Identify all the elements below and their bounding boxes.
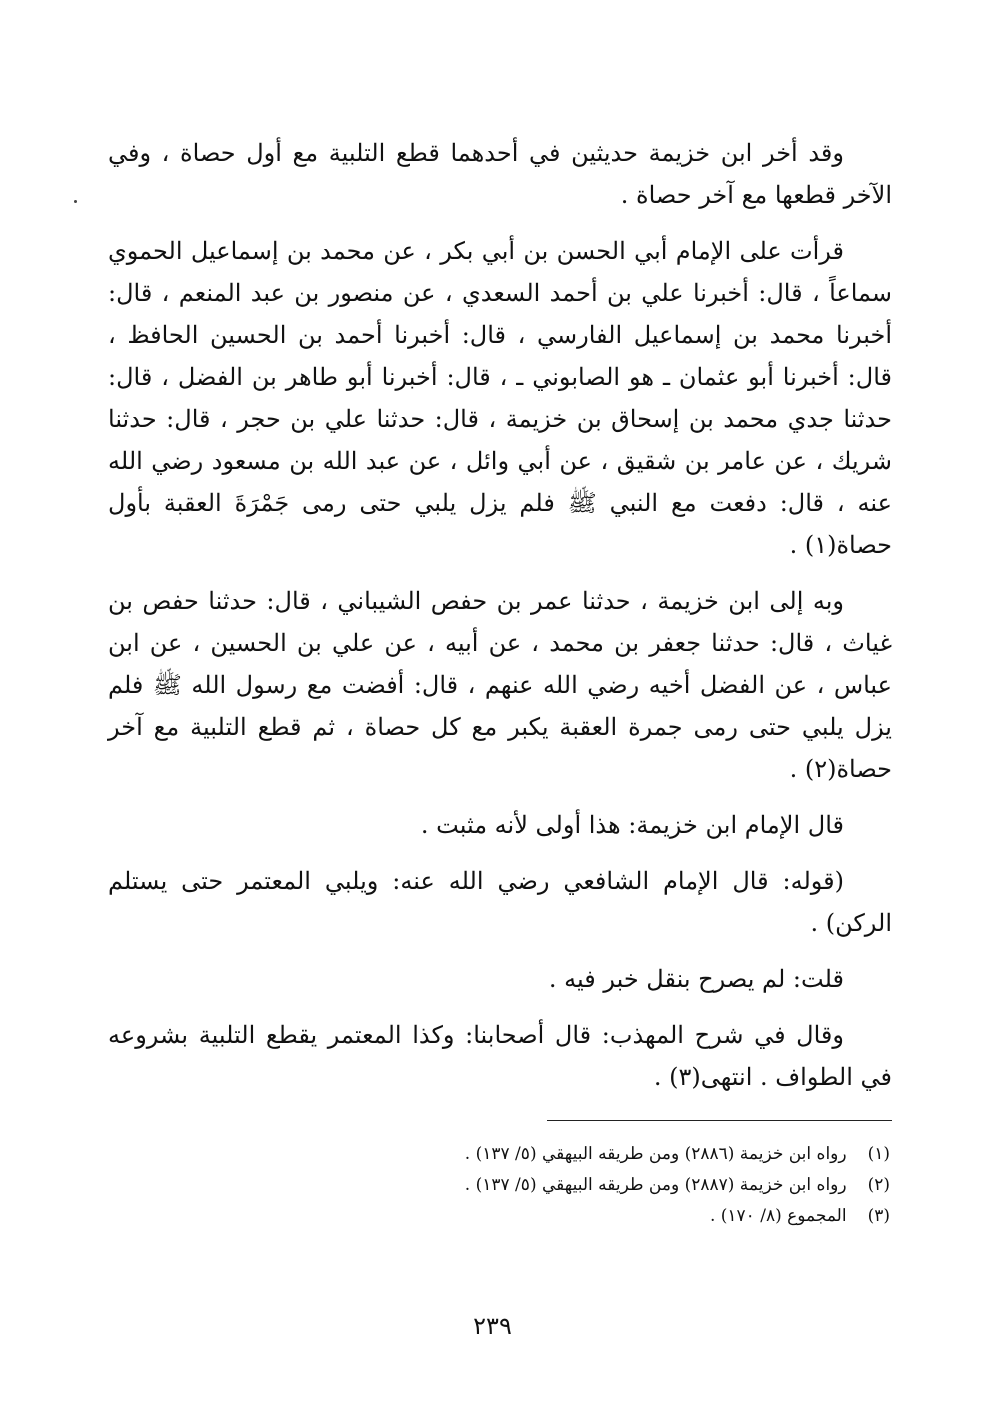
paragraph-6: قلت: لم يصرح بنقل خبر فيه .: [548, 965, 844, 993]
paragraph-7: وقال في شرح المهذب: قال أصحابنا: وكذا المعتمر يقطع التلبية بشروعه في الطواف . انتهى(٣) .: [108, 1021, 892, 1091]
footnote-3: [108, 1201, 892, 1232]
footnote-number: (١): [867, 1144, 890, 1164]
footnote-text: رواه ابن خزيمة (٢٨٨٧) ومن طريقه البيهقي (٥/ ١٣٧) .: [464, 1175, 847, 1195]
document-page: [108, 132, 892, 1232]
footnote-text: رواه ابن خزيمة (٢٨٨٦) ومن طريقه البيهقي (٥/ ١٣٧) .: [464, 1144, 847, 1164]
page-number: ٢٣٩: [473, 1312, 512, 1340]
paragraph-2: قرأت على الإمام أبي الحسن بن أبي بكر ، عن محمد بن إسماعيل الحموي سماعاً ، قال: أخبرنا علي بن أحمد السعدي ، عن منصور بن عبد المنعم ، قال: أخبرنا محمد بن إسماعيل الفارسي ، قال: أخبرنا أحمد بن الحسين الحافظ ، قال: أخبرنا أبو عثمان ـ هو الصابوني ـ ، قال: أخبرنا أبو طاهر بن الفضل ، قال: حدثنا جدي محمد بن إسحاق بن خزيمة ، قال: حدثنا علي بن حجر ، قال: حدثنا شريك ، عن عامر بن شقيق ، عن أبي وائل ، عن عبد الله بن مسعود رضي الله عنه ، قال: دفعت مع النبي ﷺ فلم يزل يلبي حتى رمى جَمْرَةَ العقبة بأول حصاة(١) .: [108, 237, 892, 559]
scan-speck: [74, 200, 77, 203]
paragraph-1: وقد أخر ابن خزيمة حديثين في أحدهما قطع التلبية مع أول حصاة ، وفي الآخر قطعها مع آخر حصاة .: [108, 139, 892, 209]
paragraph-3: وبه إلى ابن خزيمة ، حدثنا عمر بن حفص الشيباني ، قال: حدثنا حفص بن غياث ، قال: حدثنا جعفر بن محمد ، عن أبيه ، عن علي بن الحسين ، عن ابن عباس ، عن الفضل أخيه رضي الله عنهم ، قال: أفضت مع رسول الله ﷺ فلم يزل يلبي حتى رمى جمرة العقبة يكبر مع كل حصاة ، ثم قطع التلبية مع آخر حصاة(٢) .: [108, 587, 892, 783]
footnote-text: المجموع (٨/ ١٧٠) .: [709, 1206, 847, 1226]
footnote-number: (٢): [867, 1175, 890, 1195]
footnote-1: [108, 1139, 892, 1170]
footnote-divider: [547, 1120, 892, 1121]
footnote-number: (٣): [867, 1206, 890, 1226]
paragraph-4: قال الإمام ابن خزيمة: هذا أولى لأنه مثبت .: [420, 811, 844, 839]
footnote-2: [108, 1170, 892, 1201]
footnotes: [108, 1139, 892, 1232]
paragraph-5: (قوله: قال الإمام الشافعي رضي الله عنه: ويلبي المعتمر حتى يستلم الركن) .: [108, 867, 892, 937]
